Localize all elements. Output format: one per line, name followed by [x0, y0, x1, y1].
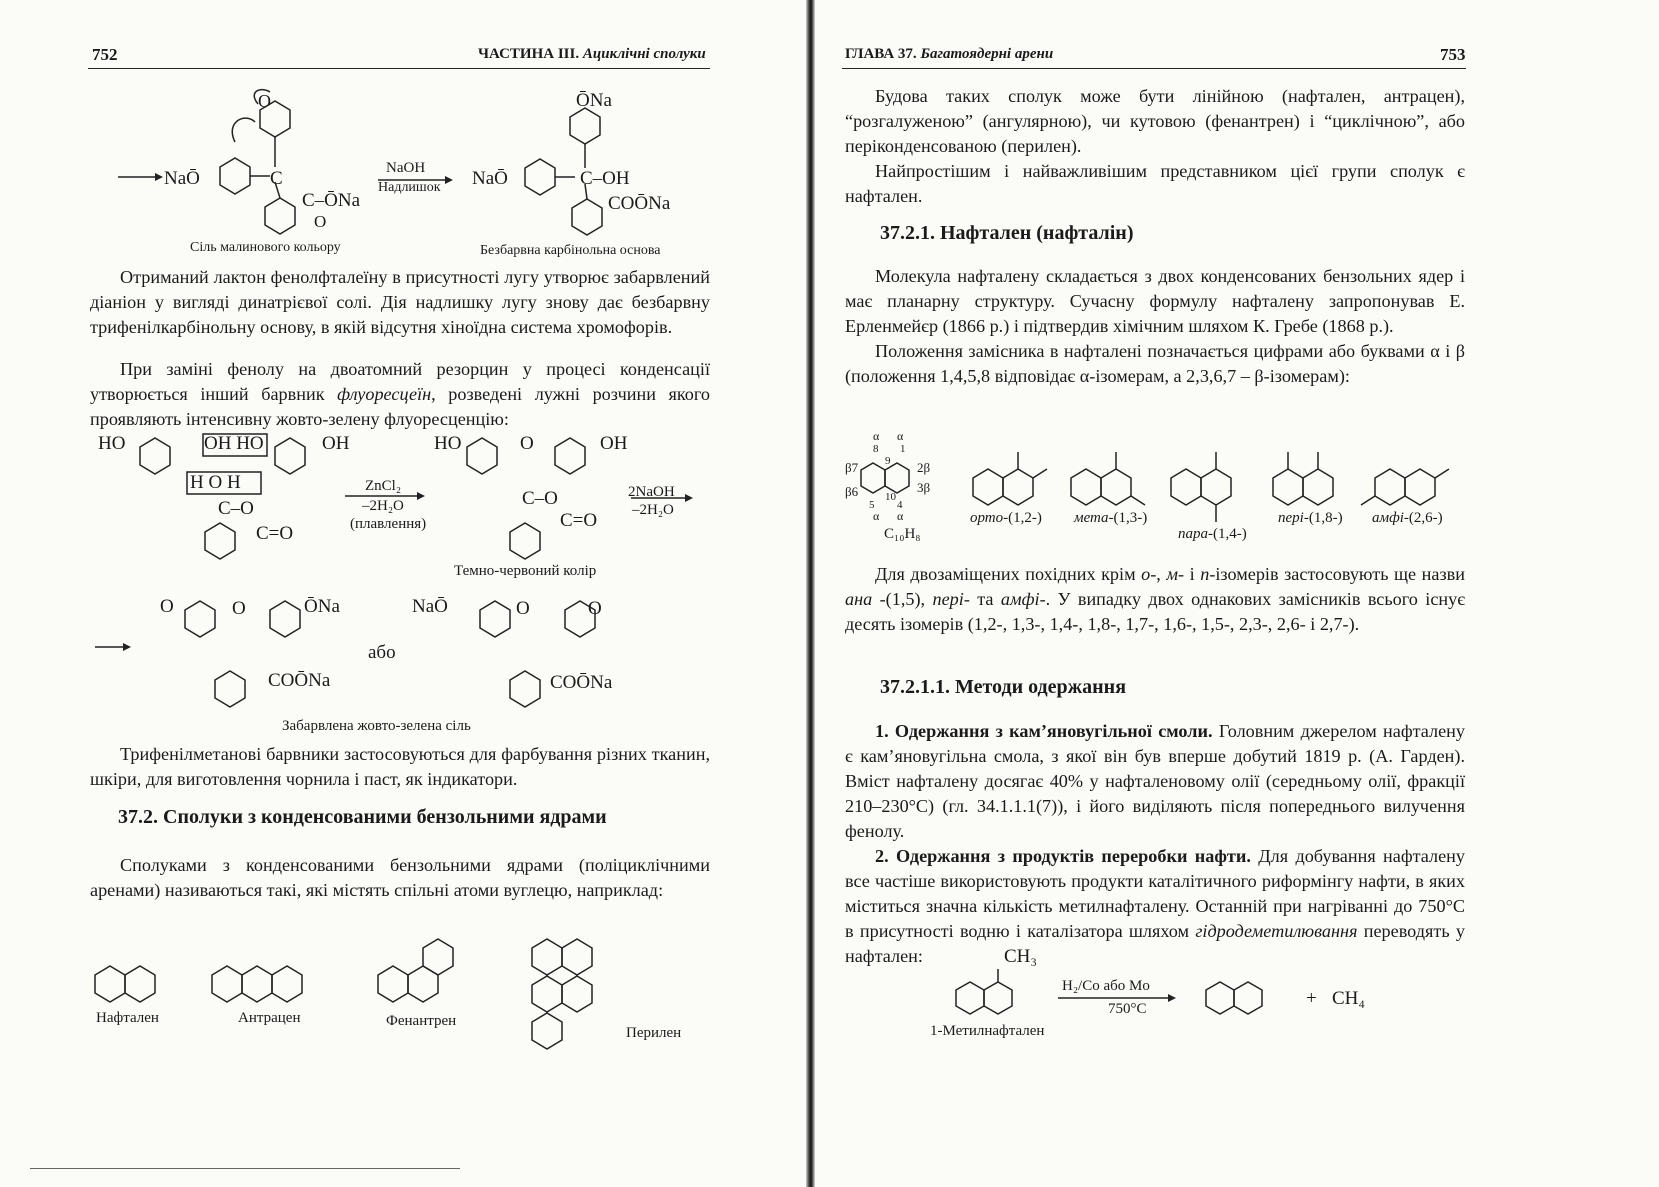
scheme1-caption-left: Сіль малинового кольору: [190, 240, 341, 255]
svg-text:α: α: [897, 509, 904, 523]
method-2-italic: гідродеметилювання: [1195, 921, 1358, 941]
reaction-caption: 1-Метилнафтален: [930, 1023, 1045, 1039]
scheme2-h-o-h: H O H: [190, 472, 241, 493]
right-paragraph-3: [845, 264, 1465, 389]
left-page-number: 752: [92, 45, 118, 64]
svg-text:9: 9: [885, 455, 891, 467]
section-heading-37-2: 37.2. Сполуки з конденсованими бензольними ядрами: [118, 806, 607, 828]
scheme1-reagent-top: NaOH: [386, 160, 426, 176]
svg-text:4: 4: [897, 499, 903, 511]
naphthalene-isomers: [845, 428, 1485, 548]
right-paragraph-1-text: Будова таких сполук може бути лінійною (нафтален, антрацен), “розгалуженою” (ангулярною), чи кутовою (фенантрен) і “циклічною”, або періконденсованою (перилен).: [845, 86, 1465, 156]
method-1-title: 1. Одержання з кам’яновугільної смоли.: [875, 721, 1213, 741]
p5-d: м: [1166, 564, 1178, 584]
scheme2-coona-right: COŌNa: [550, 672, 613, 693]
isomer-peri-name: пері: [1278, 510, 1304, 526]
svg-text:α: α: [873, 429, 880, 443]
right-running-head: [845, 46, 1053, 63]
compound-phenanthrene: Фенантрен: [386, 1013, 457, 1029]
fluorescein-scheme: [95, 432, 715, 732]
heading-37-2-1-1: 37.2.1.1. Методи одержання: [880, 676, 1127, 698]
p5-g: -ізомерів застосовують ще назви: [1209, 564, 1465, 584]
isomer-meta-pos: -(1,3-): [1108, 510, 1148, 526]
left-paragraph-2-text: [90, 357, 710, 432]
scheme2-product-o: O: [520, 433, 534, 454]
p5-c: -,: [1150, 564, 1161, 584]
p5-e: - і: [1178, 564, 1195, 584]
left-paragraph-1-text: Отриманий лактон фенолфталеїну в присутності лугу утворює забарвлений діаніон у вигляді динатрієвої солі. Дія надлишку лугу знову дає безбарвну трифенілкарбінольну основу, в якій відсутня хіноїдна система хромофорів.: [90, 267, 710, 337]
isomer-meta-name: мета: [1074, 510, 1109, 526]
left-page: [0, 0, 820, 1187]
isomer-para-pos: -(1,4-): [1208, 526, 1247, 542]
right-paragraph-5-text: [845, 562, 1465, 637]
compound-naphthalene: Нафтален: [96, 1010, 159, 1026]
scheme2-quinone-o-left: O: [160, 596, 174, 617]
isomer-peri: [1278, 510, 1343, 527]
right-paragraph-1: [845, 84, 1465, 209]
scheme1-group-left: C–ŌNa: [302, 190, 361, 211]
scheme1-reagent-bottom: Надлишок: [378, 180, 441, 195]
scheme2-reagent2-top: 2NaOH: [628, 484, 675, 500]
right-running-head-title: Багатоядерні арени: [920, 46, 1054, 62]
scheme1-oxide: O: [258, 91, 271, 111]
reaction-ch4: CH₄: [1332, 988, 1366, 1009]
left-running-head-title: Ациклічні сполуки: [582, 46, 706, 62]
p5-f: п: [1200, 564, 1210, 584]
scheme2-product-oh: OH: [600, 433, 628, 454]
svg-text:α: α: [897, 429, 904, 443]
scheme2-bridge-o-left: O: [232, 598, 246, 619]
svg-text:10: 10: [885, 491, 896, 503]
method-1: [845, 719, 1465, 844]
right-running-head-part: ГЛАВА 37.: [845, 46, 917, 62]
scheme2-caption-salt: Забарвлена жовто-зелена сіль: [282, 718, 471, 734]
reaction-plus: +: [1306, 988, 1317, 1009]
scheme2-coona-left: COŌNa: [268, 670, 331, 691]
isomer-meta: [1074, 510, 1147, 527]
scheme2-reagent2-bottom: –2H₂O: [632, 502, 674, 518]
p5-j: пері: [932, 589, 964, 609]
left-paragraph-4: [90, 853, 710, 903]
left-running-head-part: ЧАСТИНА ІІІ.: [478, 46, 580, 62]
scheme2-product-ho: HO: [434, 433, 462, 454]
scheme2-product-c-eq-o: C=O: [560, 510, 598, 531]
scheme2-oh-right: OH: [322, 433, 350, 454]
svg-text:1: 1: [900, 443, 906, 455]
left-paragraph-4-text: Сполуками з конденсованими бензольними ядрами (поліциклічними аренами) називаються такі, які містять спільні атоми вуглецю, наприклад:: [90, 855, 710, 900]
isomer-peri-pos: -(1,8-): [1303, 510, 1343, 526]
method-2-title: 2. Одержання з продуктів переробки нафти.: [875, 846, 1251, 866]
isomer-amfi: [1372, 510, 1443, 527]
right-page-number: 753: [1440, 45, 1466, 64]
isomer-orto: [970, 510, 1042, 527]
scheme2-or: або: [368, 642, 396, 663]
isomer-para: [1178, 526, 1247, 543]
p5-h: ана: [845, 589, 873, 609]
right-methods: [845, 719, 1465, 969]
heading-37-2-1: 37.2.1. Нафтален (нафталін): [880, 222, 1134, 244]
svg-text:α: α: [873, 509, 880, 523]
p5-k: - та: [963, 589, 994, 609]
right-paragraph-2-text: Найпростішим і найважливішим представником цієї групи сполук є нафтален.: [845, 161, 1465, 206]
method-2: [845, 844, 1465, 969]
polycyclic-structures: [90, 930, 710, 1050]
isomer-orto-name: орто: [970, 510, 1004, 526]
svg-text:β6: β6: [845, 484, 859, 499]
isomer-para-name: пара: [1178, 526, 1208, 542]
left-paragraph-3-text: Трифенілметанові барвники застосовуються для фарбування різних тканин, шкіри, для виготовлення чорнила і паст, як індикатори.: [90, 744, 710, 789]
svg-text:5: 5: [869, 499, 875, 511]
compound-anthracene: Антрацен: [238, 1010, 301, 1026]
p2-italic-term: флуоресцеїн: [337, 384, 432, 404]
scheme1-caption-right: Безбарвна карбінольна основа: [480, 243, 661, 258]
right-paragraph-5: [845, 562, 1465, 637]
right-page: [820, 0, 1659, 1187]
reaction-ch3: CH₃: [1004, 946, 1038, 967]
svg-text:8: 8: [873, 443, 879, 455]
scheme1-coona: COŌNa: [608, 193, 671, 214]
p5-i: -(1,5),: [879, 589, 926, 609]
right-paragraph-3-text: Молекула нафталену складається з двох конденсованих бензольних ядер і має планарну структуру. Сучасну формулу нафталену запропонував Е. Ерленмейєр (1866 р.) і підтвердив хімічним шляхом К. Гребе (1868 р.).: [845, 266, 1465, 336]
p5-a: Для двозаміщених похідних крім: [875, 564, 1136, 584]
method-1-text: Головним джерелом нафталену є кам’яновугільна смола, з якої він був вперше добутий 1819 р. (А. Гарден). Вміст нафталену досягає 40% у нафталеновому олії (середньому олії, фракції 210–230°С) (гл. 34.1.1.1(7)), і його виділяють після попереднього вилучення фенолу.: [845, 721, 1466, 841]
right-paragraph-4-text: Положення замісника в нафталені позначається цифрами або буквами α і β (положення 1,4,5,8 відповідає α-ізомерам, а 2,3,6,7 – β-ізомерам):: [845, 341, 1465, 386]
p5-m: -. У випадку двох однакових замісників всього існує десять ізомерів (1,2-, 1,3-, 1,4-, 1,8-, 1,7-, 1,6-, 1,5-, 2,3-, 2,6- і 2,7-).: [845, 589, 1466, 634]
svg-text:β7: β7: [845, 460, 859, 475]
left-bottom-rule: [30, 1168, 460, 1169]
scheme2-oh-ho: OH HO: [204, 433, 264, 454]
isomer-amfi-pos: -(2,6-): [1403, 510, 1443, 526]
svg-text:3β: 3β: [917, 480, 931, 495]
scheme2-caption-product: Темно-червоний колір: [454, 563, 597, 579]
p5-b: о: [1141, 564, 1151, 584]
p2-before: При заміні фенолу на двоатомний резорцин у процесі конденсації утворюється інший барвник: [90, 359, 710, 404]
method-2-text-b: переводять у нафтален:: [845, 921, 1465, 966]
method-2-text-a: Для добування нафталену все частіше використовують продукти каталітичного риформінгу нафти, в яких міститься значна кількість метилнафталену. Останній при нагріванні до 750°С в присутності водню і каталізатора шляхом: [845, 846, 1466, 941]
isomer-orto-pos: -(1,2-): [1003, 510, 1042, 526]
scheme1-carbon: C: [270, 168, 283, 189]
scheme1-carbonyl-o: O: [314, 212, 327, 231]
scheme1-nao-left: NaŌ: [164, 168, 200, 189]
left-header-rule: [88, 68, 710, 69]
scheme1-ona-top: ŌNa: [576, 90, 612, 111]
scheme2-ho-left: HO: [98, 433, 126, 454]
left-paragraph-3: [90, 742, 710, 792]
right-header-rule: [842, 68, 1466, 69]
scheme2-reagent-bottom: (плавлення): [350, 516, 427, 532]
left-paragraph-1: [90, 265, 710, 340]
p5-l: амфі: [1000, 589, 1040, 609]
scheme2-bridge-o-right: O: [516, 598, 530, 619]
left-paragraph-2: [90, 357, 710, 432]
scheme2-c-eq-o: C=O: [256, 523, 294, 544]
svg-text:2β: 2β: [917, 460, 931, 475]
p2-after: , розведені лужні розчини якого проявляють інтенсивну жовто-зелену флуоресценцію:: [90, 384, 711, 429]
scheme2-reagent-mid: –2H₂O: [362, 498, 404, 514]
reaction-reagent-top: H₂/Co або Mo: [1062, 978, 1150, 994]
left-running-head: [478, 46, 706, 63]
scheme2-nao: NaŌ: [412, 596, 448, 617]
compound-perylene: Перилен: [626, 1025, 682, 1041]
scheme2-co: C–O: [218, 498, 254, 519]
scheme1-nao-right: NaŌ: [472, 168, 508, 189]
naphthalene-formula: C₁₀H₈: [884, 526, 921, 542]
scheme2-quinone-o-right: O: [588, 598, 602, 619]
scheme2-reagent-top: ZnCl₂: [365, 478, 402, 494]
scheme2-product-co: C–O: [522, 488, 558, 509]
isomer-amfi-name: амфі: [1372, 510, 1404, 526]
scheme1-coh: C–OH: [580, 168, 630, 189]
reaction-reagent-bottom: 750°C: [1108, 1001, 1147, 1017]
scheme2-ona: ŌNa: [304, 596, 340, 617]
